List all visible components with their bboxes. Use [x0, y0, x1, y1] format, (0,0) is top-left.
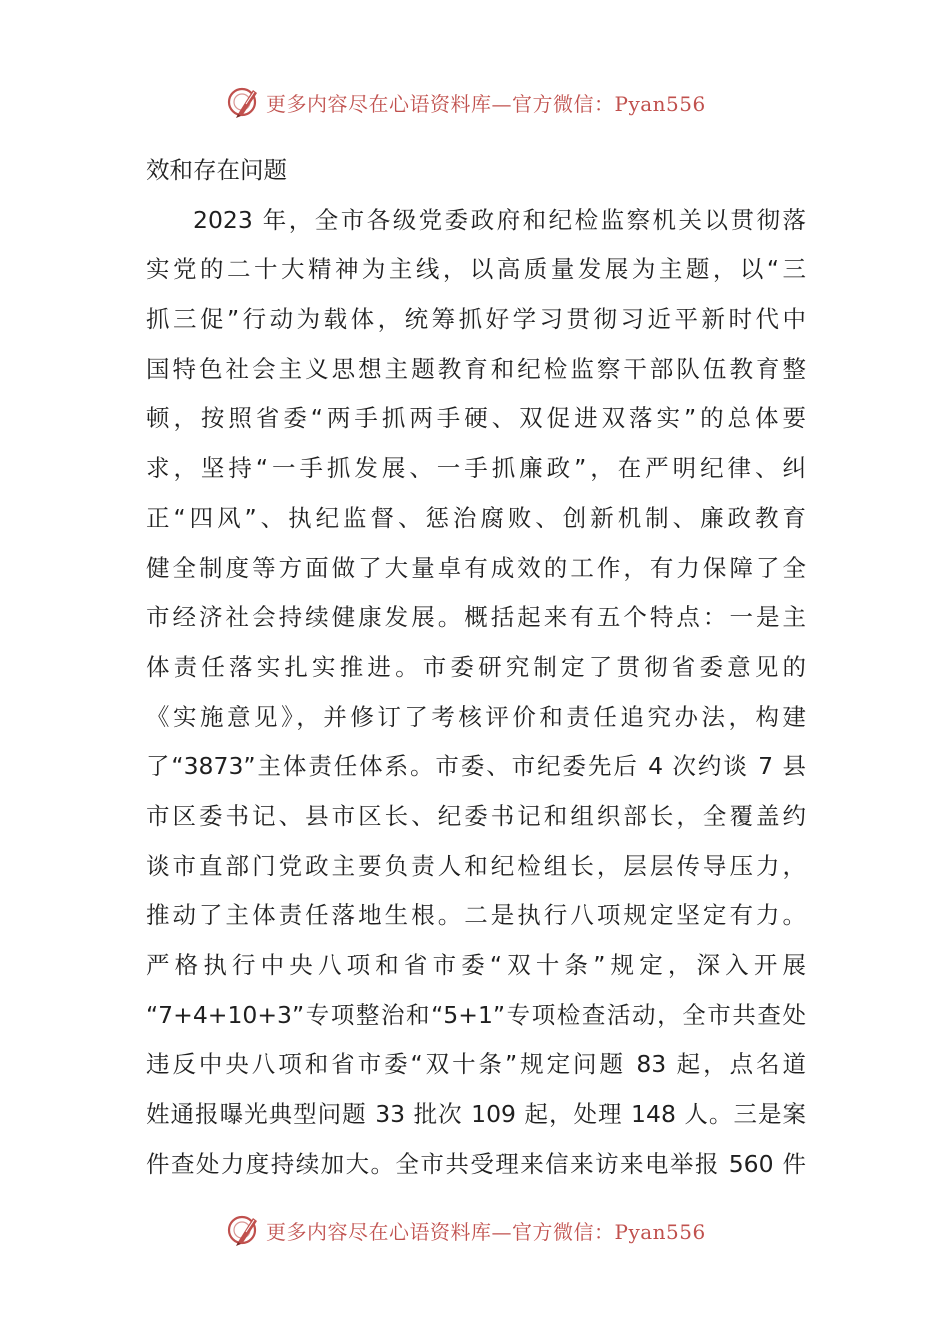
- text-line: 违反中央八项和省市委“双十条”规定问题 83 起，点名道: [146, 1050, 806, 1079]
- text-line: 效和存在问题: [146, 156, 287, 184]
- text-line: 国特色社会主义思想主题教育和纪检监察干部队伍教育整: [146, 354, 806, 383]
- footer-watermark: [0, 1210, 950, 1250]
- text-line: 实党的二十大精神为主线，以高质量发展为主题，以“三: [146, 255, 806, 284]
- watermark-text: 更多内容尽在心语资料库—官方微信：Pyan556: [266, 1220, 706, 1244]
- text-line: 求，坚持“一手抓发展、一手抓廉政”，在严明纪律、纠: [146, 454, 806, 483]
- watermark-text: 更多内容尽在心语资料库—官方微信：Pyan556: [266, 92, 706, 116]
- text-line: 严格执行中央八项和省市委“双十条”规定，深入开展: [146, 951, 806, 979]
- text-line: 推动了主体责任落地生根。二是执行八项规定坚定有力。: [146, 901, 806, 930]
- text-line: 《实施意见》，并修订了考核评价和责任追究办法，构建: [146, 702, 806, 731]
- text-line: 谈市直部门党政主要负责人和纪检组长，层层传导压力，: [146, 851, 806, 880]
- text-line: 正“四风”、执纪监督、惩治腐败、创新机制、廉政教育: [146, 503, 806, 532]
- text-line: 抓三促”行动为载体，统筹抓好学习贯彻习近平新时代中: [146, 305, 806, 334]
- text-line: 件查处力度持续加大。全市共受理来信来访来电举报 560 件: [146, 1149, 806, 1178]
- text-line: 市区委书记、县市区长、纪委书记和组织部长，全覆盖约: [146, 801, 806, 830]
- text-line: 了“3873”主体责任体系。市委、市纪委先后 4 次约谈 7 县: [146, 752, 806, 781]
- text-line: 体责任落实扎实推进。市委研究制定了贯彻省委意见的: [146, 652, 806, 681]
- text-line: 市经济社会持续健康发展。概括起来有五个特点：一是主: [146, 603, 806, 632]
- document-body: [146, 146, 806, 1189]
- text-line: 顿，按照省委“两手抓两手硬、双促进双落实”的总体要: [146, 404, 806, 433]
- pen-nib-logo-icon: [226, 1212, 262, 1248]
- pen-nib-logo-icon: [226, 84, 262, 120]
- text-line: 健全制度等方面做了大量卓有成效的工作，有力保障了全: [146, 553, 806, 582]
- text-line: “7+4+10+3”专项整治和“5+1”专项检查活动，全市共查处: [146, 1000, 806, 1029]
- text-line: 姓通报曝光典型问题 33 批次 109 起，处理 148 人。三是案: [146, 1100, 806, 1129]
- header-watermark: [0, 82, 950, 122]
- paragraph-first-line: 2023 年，全市各级党委政府和纪检监察机关以贯彻落: [193, 205, 806, 234]
